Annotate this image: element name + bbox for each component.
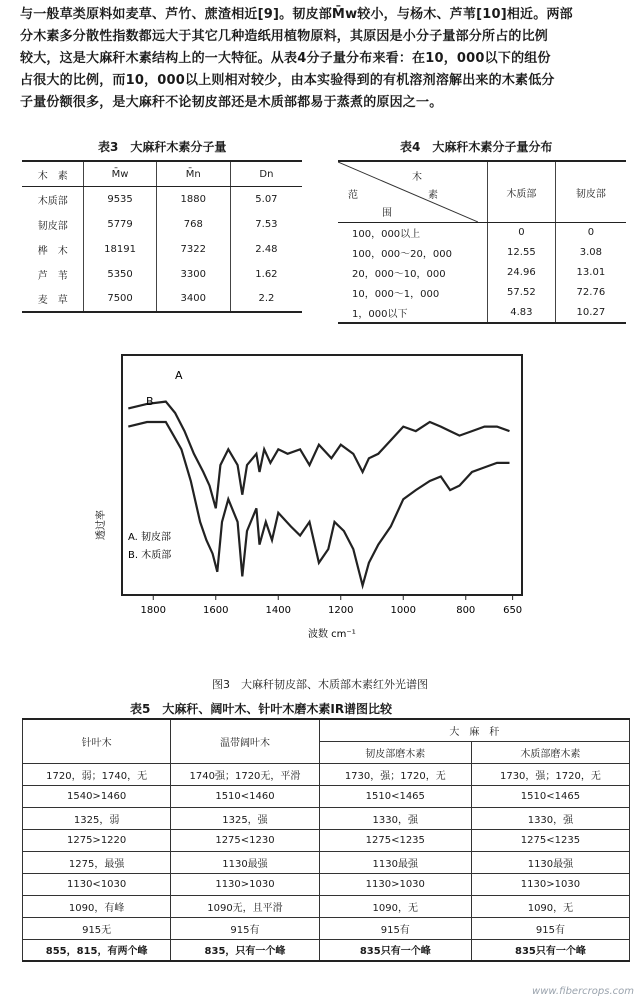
table-header-cell: M̄w [84, 161, 156, 187]
table-cell: 1130<1030 [23, 873, 171, 895]
table-cell: 3300 [156, 262, 230, 287]
x-tick-label: 1600 [203, 605, 229, 616]
table-cell: 5.07 [255, 193, 278, 205]
x-tick-label: 1800 [140, 605, 166, 616]
table-cell: 0 [488, 223, 556, 243]
table-cell: 木质部 [22, 187, 84, 212]
legend-b: B. 木质部 [128, 550, 172, 561]
table-cell: 7.53 [255, 218, 278, 230]
diag-label-right: 素 [428, 190, 438, 201]
legend-a: A. 韧皮部 [128, 532, 172, 543]
body-paragraph [20, 4, 625, 114]
table-cell: 1090，无 [471, 895, 629, 917]
paragraph-line: 较大，这是大麻秆木素结构上的一大特征。从表4分子量分布来看：在10，000以下的组份 [20, 51, 551, 66]
table-header-cell: 温带阔叶木 [171, 719, 319, 763]
table-header-cell: 木质部 [488, 161, 556, 223]
table-row [338, 263, 626, 283]
table-row [22, 237, 302, 262]
table-cell: 1880 [156, 187, 230, 212]
x-tick-label: 650 [503, 605, 523, 616]
table-cell: 13.01 [576, 267, 606, 278]
table-cell: 1090，无 [319, 895, 471, 917]
table-row [23, 851, 630, 873]
paragraph-line: 分木素多分散性指数都远大于其它几种造纸用植物原料，其原因是小分子量部分所占的比例 [20, 29, 549, 44]
table-cell: 1730，强；1720，无 [319, 763, 471, 785]
table-cell: 1275<1235 [471, 829, 629, 851]
table-row [22, 212, 302, 237]
table-row [23, 807, 630, 829]
ir-spectrum-figure [80, 345, 550, 645]
table-row [23, 763, 630, 785]
table-cell: 1325，弱 [23, 807, 171, 829]
diag-label-bottom: 围 [382, 208, 392, 219]
curve-b-label: B [146, 395, 154, 408]
table-header-row [23, 719, 630, 741]
watermark: www.fibercrops.com [532, 986, 634, 997]
table-cell: 韧皮部 [22, 212, 84, 237]
x-axis-ticks [141, 595, 523, 616]
table-cell: 7322 [156, 237, 230, 262]
table3 [22, 160, 302, 313]
table4 [338, 160, 626, 324]
table5 [22, 718, 630, 962]
table-cell: 1325，强 [171, 807, 319, 829]
diagonal-header-cell [338, 161, 488, 223]
table4-caption: 表4 大麻秆木素分子量分布 [400, 140, 553, 154]
table-row [23, 785, 630, 807]
table-row [23, 895, 630, 917]
table-cell: 1510<1460 [171, 785, 319, 807]
diag-label-left: 范 [348, 190, 358, 201]
table-cell: 10，000～1，000 [338, 283, 488, 303]
x-tick-label: 800 [456, 605, 476, 616]
table-cell: 915有 [171, 917, 319, 939]
table-cell: 12.55 [488, 243, 556, 263]
table-cell: 5779 [84, 212, 156, 237]
diagonal-header [338, 162, 492, 222]
table-cell: 1510<1465 [471, 785, 629, 807]
figure3-caption: 图3 大麻秆韧皮部、木质部木素红外光谱图 [212, 678, 428, 691]
table-cell: 桦 木 [22, 237, 84, 262]
table-header-cell: M̄n [156, 161, 230, 187]
table-cell: 1720，弱；1740，无 [23, 763, 171, 785]
table-cell: 18191 [84, 237, 156, 262]
table-cell: 1130最强 [471, 851, 629, 873]
table-row [338, 283, 626, 303]
table-header-row [338, 161, 626, 223]
table-row [23, 939, 630, 961]
x-tick-label: 1200 [328, 605, 354, 616]
table-cell: 100，000以上 [338, 223, 488, 243]
table-cell: 9535 [84, 187, 156, 212]
table-row [23, 873, 630, 895]
table-cell: 915有 [319, 917, 471, 939]
diag-label-top: 木 [412, 172, 422, 183]
table-cell: 1275<1230 [171, 829, 319, 851]
table-row [23, 917, 630, 939]
table-cell: 3.08 [579, 247, 602, 258]
table-cell: 1090无，且平滑 [171, 895, 319, 917]
table-cell: 1，000以下 [338, 303, 488, 323]
table-cell: 1130最强 [171, 851, 319, 873]
table-cell: 1130>1030 [319, 873, 471, 895]
table-cell: 3400 [156, 287, 230, 312]
table-cell: 835，只有一个峰 [171, 939, 319, 961]
table-row [23, 829, 630, 851]
x-axis-label: 波数 cm⁻¹ [308, 629, 356, 640]
table-cell: 20，000～10，000 [338, 263, 488, 283]
x-tick-label: 1000 [390, 605, 416, 616]
table-row [22, 287, 302, 312]
table-cell: 1330，强 [319, 807, 471, 829]
table-row [338, 243, 626, 263]
table-cell: 915有 [471, 917, 629, 939]
table-cell: 1540>1460 [23, 785, 171, 807]
curve-a-label: A [175, 369, 183, 382]
table-cell: 768 [156, 212, 230, 237]
table-cell: 2.2 [230, 287, 302, 312]
table-cell: 835只有一个峰 [471, 939, 629, 961]
table5-caption: 表5 大麻秆、阔叶木、针叶木磨木素IR谱图比较 [130, 702, 393, 716]
table-header-cell: 韧皮部磨木素 [319, 741, 471, 763]
paragraph-line: 子量份额很多，是大麻秆不论韧皮部还是木质部都易于蒸煮的原因之一。 [20, 95, 443, 110]
table-cell: 1130>1030 [471, 873, 629, 895]
table-row [22, 187, 302, 212]
table-row [338, 223, 626, 243]
table-cell: 1130最强 [319, 851, 471, 873]
table-cell: 2.48 [255, 243, 278, 255]
table-cell: 1090，有峰 [23, 895, 171, 917]
table-cell: 57.52 [488, 283, 556, 303]
table-cell: 4.83 [488, 303, 556, 323]
table-cell: 835只有一个峰 [319, 939, 471, 961]
table-header-cell: 木质部磨木素 [471, 741, 629, 763]
table-cell: 915无 [23, 917, 171, 939]
table-cell: 1275，最强 [23, 851, 171, 873]
paragraph-line: 与一般草类原料如麦草、芦竹、蔗渣相近[9]。韧皮部M̄w较小，与杨木、芦苇[10]相近。两部 [20, 7, 573, 22]
table-cell: 1.62 [255, 268, 278, 280]
table-header-cell: Dn [230, 161, 302, 187]
table-header-row [22, 161, 302, 187]
table-cell: 1510<1465 [319, 785, 471, 807]
table-row [338, 303, 626, 323]
table-cell: 5350 [84, 262, 156, 287]
curve-a [128, 402, 509, 509]
table-cell: 芦 苇 [22, 262, 84, 287]
table-cell: 1275>1220 [23, 829, 171, 851]
table-cell: 1275<1235 [319, 829, 471, 851]
diagonal-line [338, 162, 478, 222]
table-cell: 麦 草 [22, 287, 84, 312]
table-header-cell: 大 麻 秆 [319, 719, 629, 741]
table-cell: 1330，强 [471, 807, 629, 829]
table-cell: 100，000～20，000 [338, 243, 488, 263]
table-header-cell: 木 素 [22, 161, 84, 187]
table-row [22, 262, 302, 287]
table-cell: 1730，强；1720，无 [471, 763, 629, 785]
table3-caption: 表3 大麻秆木素分子量 [98, 140, 227, 154]
table-cell: 72.76 [576, 287, 606, 298]
table-cell: 10.27 [555, 303, 626, 323]
paragraph-line: 占很大的比例，而10，000以上则相对较少，由本实验得到的有机溶剂溶解出来的木素低分 [20, 73, 555, 88]
table-cell: 7500 [84, 287, 156, 312]
table-cell: 1130>1030 [171, 873, 319, 895]
table-cell: 0 [587, 227, 595, 239]
table-header-cell: 针叶木 [23, 719, 171, 763]
table-cell: 24.96 [488, 263, 556, 283]
x-tick-label: 1400 [265, 605, 291, 616]
table-cell: 1740强；1720无，平滑 [171, 763, 319, 785]
y-axis-label: 透过率 [96, 510, 107, 540]
table-header-cell: 韧皮部 [555, 161, 626, 223]
table-cell: 855，815，有两个峰 [23, 939, 171, 961]
